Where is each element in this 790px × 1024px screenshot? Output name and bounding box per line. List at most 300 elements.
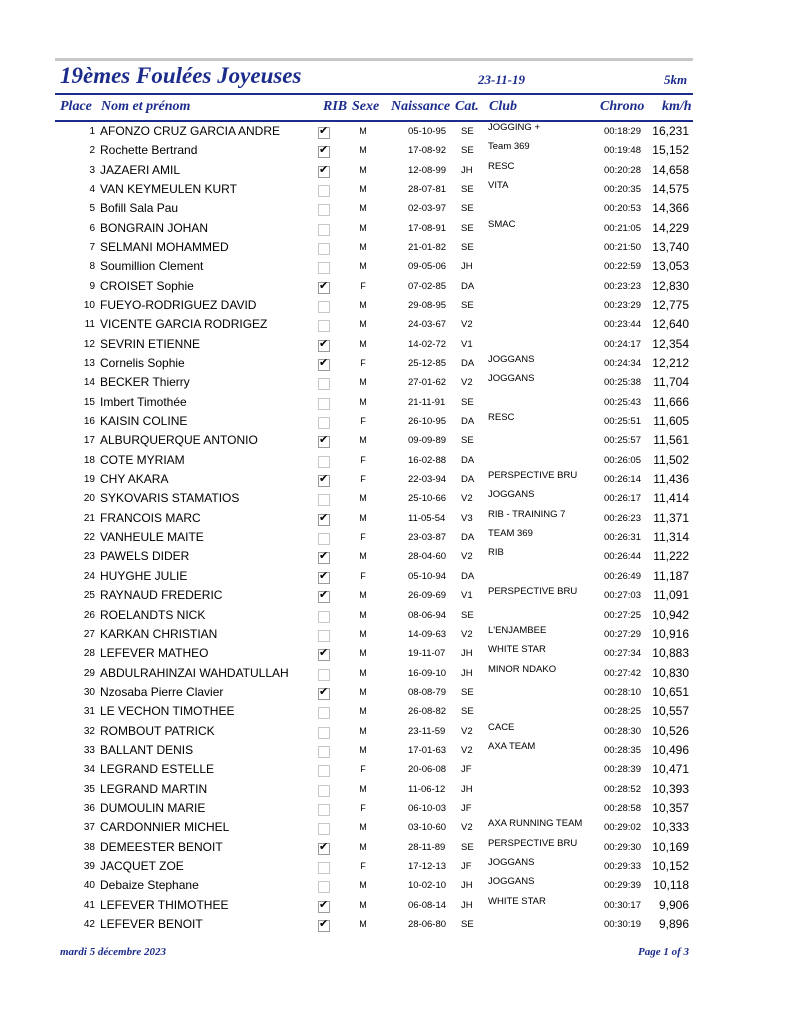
- row-sexe: F: [360, 454, 366, 465]
- row-birthdate: 11-05-54: [408, 512, 446, 524]
- row-speed: 11,561: [653, 433, 689, 448]
- rib-checkbox[interactable]: [318, 630, 330, 642]
- row-category: SE: [461, 918, 474, 930]
- row-sexe: M: [359, 648, 367, 659]
- rib-checkbox[interactable]: [318, 591, 330, 603]
- table-row: [0, 238, 790, 257]
- row-speed: 10,651: [652, 684, 689, 699]
- row-place: 37: [83, 822, 95, 834]
- row-place: 25: [83, 590, 95, 602]
- row-category: SE: [461, 686, 474, 698]
- table-row: [0, 315, 790, 334]
- rib-checkbox[interactable]: [318, 224, 330, 236]
- row-sexe: M: [359, 145, 367, 156]
- rib-checkbox[interactable]: [318, 862, 330, 874]
- row-chrono: 00:26:44: [604, 551, 641, 563]
- row-birthdate: 19-11-07: [408, 648, 446, 660]
- row-sexe: M: [359, 512, 367, 523]
- row-club: CACE: [488, 721, 515, 733]
- table-row: [0, 354, 790, 373]
- row-birthdate: 17-12-13: [408, 860, 447, 872]
- table-row: [0, 373, 790, 392]
- table-row: [0, 876, 790, 895]
- row-club: PERSPECTIVE BRU: [488, 837, 578, 849]
- row-chrono: 00:28:39: [604, 764, 641, 776]
- table-row: [0, 489, 790, 508]
- footer-date: mardi 5 décembre 2023: [60, 946, 167, 958]
- rib-checkbox[interactable]: [318, 727, 330, 739]
- row-sexe: M: [359, 300, 367, 311]
- row-birthdate: 05-10-95: [408, 126, 447, 137]
- row-category: V2: [461, 628, 473, 640]
- row-speed: 10,471: [652, 762, 689, 777]
- row-place: 31: [83, 706, 95, 718]
- row-chrono: 00:30:19: [604, 918, 641, 930]
- row-place: 32: [83, 725, 95, 737]
- row-chrono: 00:29:02: [604, 822, 641, 834]
- col-header-place: Place: [60, 99, 92, 114]
- row-speed: 10,942: [652, 607, 689, 622]
- row-chrono: 00:20:35: [604, 184, 641, 196]
- row-chrono: 00:23:29: [604, 300, 641, 312]
- rib-checkbox[interactable]: [318, 746, 330, 758]
- row-birthdate: 06-08-14: [408, 899, 447, 911]
- row-chrono: 00:28:25: [604, 706, 641, 718]
- row-category: V1: [461, 338, 473, 350]
- row-speed: 11,187: [653, 568, 689, 583]
- row-chrono: 00:22:59: [604, 261, 641, 273]
- row-name: VICENTE GARCIA RODRIGEZ: [100, 317, 268, 332]
- row-sexe: M: [359, 783, 367, 794]
- rib-checkbox[interactable]: [318, 127, 330, 139]
- row-place: 13: [83, 358, 95, 370]
- rib-checkbox[interactable]: [318, 901, 330, 913]
- rib-checkbox[interactable]: [318, 843, 330, 855]
- row-name: VAN KEYMEULEN KURT: [100, 182, 237, 197]
- row-speed: 10,152: [652, 858, 689, 873]
- rib-checkbox[interactable]: [318, 533, 330, 545]
- rib-checkbox[interactable]: [318, 649, 330, 661]
- row-category: JH: [461, 164, 473, 176]
- rib-checkbox[interactable]: [318, 611, 330, 623]
- row-name: LE VECHON TIMOTHEE: [100, 704, 235, 719]
- row-place: 27: [83, 628, 95, 640]
- row-speed: 10,496: [652, 742, 689, 757]
- row-place: 2: [89, 145, 95, 157]
- row-birthdate: 27-01-62: [408, 377, 447, 389]
- row-name: RAYNAUD FREDERIC: [100, 588, 223, 603]
- row-speed: 14,366: [652, 201, 689, 216]
- row-place: 33: [83, 744, 95, 756]
- race-date: 23-11-19: [478, 72, 525, 87]
- row-speed: 10,830: [652, 665, 689, 680]
- row-birthdate: 23-03-87: [408, 532, 447, 544]
- row-club: AXA RUNNING TEAM: [488, 818, 583, 830]
- row-club: VITA: [488, 180, 509, 192]
- table-row: [0, 586, 790, 605]
- race-distance: 5km: [664, 72, 688, 87]
- rib-checkbox[interactable]: [318, 243, 330, 255]
- row-place: 11: [84, 319, 95, 331]
- row-speed: 11,666: [653, 394, 689, 409]
- row-category: V2: [461, 822, 473, 834]
- row-speed: 10,118: [653, 878, 689, 893]
- table-row: [0, 470, 790, 489]
- rib-checkbox[interactable]: [318, 146, 330, 158]
- col-header-cat: Cat.: [455, 99, 479, 114]
- row-chrono: 00:30:17: [604, 899, 641, 911]
- row-speed: 11,414: [653, 491, 689, 506]
- row-speed: 11,704: [653, 375, 689, 390]
- row-category: SE: [461, 706, 474, 718]
- row-club: TEAM 369: [488, 528, 533, 540]
- row-club: PERSPECTIVE BRU: [488, 470, 578, 482]
- row-name: KARKAN CHRISTIAN: [100, 626, 218, 641]
- row-name: Nzosaba Pierre Clavier: [100, 684, 224, 699]
- row-speed: 11,605: [653, 414, 689, 429]
- table-row: [0, 760, 790, 779]
- row-birthdate: 14-09-63: [408, 628, 447, 640]
- row-club: PERSPECTIVE BRU: [488, 586, 578, 598]
- row-club: JOGGANS: [488, 373, 535, 385]
- row-place: 20: [83, 493, 95, 505]
- row-chrono: 00:25:38: [604, 377, 641, 389]
- row-name: Imbert Timothée: [100, 394, 187, 409]
- rib-checkbox[interactable]: [318, 262, 330, 274]
- row-sexe: M: [359, 338, 367, 349]
- row-place: 6: [89, 222, 95, 234]
- row-speed: 10,169: [652, 839, 689, 854]
- row-category: SE: [461, 300, 474, 312]
- row-speed: 10,557: [652, 704, 689, 719]
- row-name: CROISET Sophie: [100, 278, 194, 293]
- row-speed: 13,740: [652, 240, 689, 255]
- row-category: V2: [461, 551, 473, 563]
- row-category: SE: [461, 184, 474, 196]
- rib-checkbox[interactable]: [318, 920, 330, 932]
- rib-checkbox[interactable]: [318, 765, 330, 777]
- row-speed: 10,526: [652, 723, 689, 738]
- rib-checkbox[interactable]: [318, 475, 330, 487]
- row-speed: 11,314: [653, 530, 689, 545]
- rib-checkbox[interactable]: [318, 378, 330, 390]
- row-place: 4: [89, 184, 95, 196]
- row-place: 39: [83, 860, 95, 872]
- row-place: 29: [83, 667, 95, 679]
- row-speed: 14,575: [652, 182, 689, 197]
- table-row: [0, 528, 790, 547]
- row-name: Rochette Bertrand: [100, 143, 198, 158]
- table-row: [0, 199, 790, 218]
- row-birthdate: 25-10-66: [408, 493, 447, 505]
- top-rule: [55, 58, 693, 61]
- row-name: ABDULRAHINZAI WAHDATULLAH: [100, 665, 289, 680]
- table-row: [0, 412, 790, 431]
- row-sexe: M: [359, 686, 367, 697]
- row-speed: 11,436: [653, 472, 689, 487]
- row-name: ALBURQUERQUE ANTONIO: [100, 433, 258, 448]
- col-header-rib: RIB: [323, 99, 348, 114]
- row-name: LEFEVER THIMOTHEE: [100, 897, 229, 912]
- row-chrono: 00:23:44: [604, 319, 641, 331]
- rib-checkbox[interactable]: [318, 398, 330, 410]
- row-name: Debaize Stephane: [100, 878, 199, 893]
- row-category: V2: [461, 744, 473, 756]
- row-name: LEFEVER MATHEO: [100, 646, 209, 661]
- table-row: [0, 547, 790, 566]
- header-rule-top: [55, 93, 693, 95]
- row-place: 14: [83, 377, 95, 389]
- row-name: JACQUET ZOE: [100, 858, 184, 873]
- table-row: [0, 818, 790, 837]
- row-birthdate: 12-08-99: [408, 164, 447, 176]
- row-sexe: F: [360, 474, 366, 485]
- row-place: 7: [89, 242, 95, 254]
- row-chrono: 00:28:35: [604, 744, 641, 756]
- row-speed: 12,354: [652, 336, 689, 351]
- row-birthdate: 09-09-89: [408, 435, 447, 447]
- rib-checkbox[interactable]: [318, 688, 330, 700]
- row-sexe: M: [359, 706, 367, 717]
- row-sexe: F: [360, 358, 366, 369]
- row-speed: 10,883: [652, 646, 689, 661]
- row-birthdate: 28-06-80: [408, 918, 447, 930]
- col-header-sexe: Sexe: [352, 99, 380, 114]
- row-birthdate: 16-02-88: [408, 454, 447, 466]
- table-row: [0, 606, 790, 625]
- rib-checkbox[interactable]: [318, 166, 330, 178]
- rib-checkbox[interactable]: [318, 282, 330, 294]
- row-name: LEGRAND ESTELLE: [100, 762, 215, 777]
- row-sexe: F: [360, 570, 366, 581]
- row-sexe: M: [359, 222, 367, 233]
- rib-checkbox[interactable]: [318, 340, 330, 352]
- row-birthdate: 21-01-82: [408, 242, 447, 254]
- row-chrono: 00:19:48: [604, 145, 641, 157]
- table-row: [0, 431, 790, 450]
- row-category: V2: [461, 377, 473, 389]
- row-speed: 12,830: [652, 278, 689, 293]
- row-club: RIB - TRAINING 7: [488, 508, 566, 520]
- table-row: [0, 509, 790, 528]
- row-place: 22: [83, 532, 95, 544]
- row-name: Bofill Sala Pau: [100, 201, 179, 216]
- row-sexe: M: [359, 667, 367, 678]
- col-header-club: Club: [489, 99, 518, 114]
- row-birthdate: 17-08-91: [408, 222, 447, 234]
- row-name: BONGRAIN JOHAN: [100, 220, 209, 235]
- row-club: RESC: [488, 160, 515, 172]
- row-sexe: F: [360, 532, 366, 543]
- rib-checkbox[interactable]: [318, 572, 330, 584]
- row-sexe: M: [359, 242, 367, 253]
- col-header-naissance: Naissance: [391, 99, 451, 114]
- rib-checkbox[interactable]: [318, 494, 330, 506]
- row-chrono: 00:18:29: [604, 126, 641, 137]
- row-sexe: M: [359, 590, 367, 601]
- row-chrono: 00:29:33: [604, 860, 641, 872]
- row-category: V2: [461, 493, 473, 505]
- row-chrono: 00:28:52: [604, 783, 641, 795]
- row-birthdate: 28-11-89: [408, 841, 446, 853]
- table-row: [0, 722, 790, 741]
- row-speed: 11,502: [653, 452, 689, 467]
- row-birthdate: 17-08-92: [408, 145, 447, 157]
- row-chrono: 00:26:23: [604, 512, 641, 524]
- row-chrono: 00:29:39: [604, 880, 641, 892]
- row-speed: 10,916: [652, 626, 689, 641]
- row-sexe: M: [359, 319, 367, 330]
- row-name: Soumillion Clement: [100, 259, 204, 274]
- row-sexe: F: [360, 802, 366, 813]
- table-row: [0, 219, 790, 238]
- row-speed: 12,775: [652, 298, 689, 313]
- table-row: [0, 838, 790, 857]
- row-category: JH: [461, 899, 473, 911]
- row-birthdate: 20-06-08: [408, 764, 447, 776]
- row-place: 16: [83, 416, 95, 428]
- row-name: FUEYO-RODRIGUEZ DAVID: [100, 298, 257, 313]
- row-birthdate: 22-03-94: [408, 474, 447, 486]
- row-place: 28: [83, 648, 95, 660]
- rib-checkbox[interactable]: [318, 552, 330, 564]
- row-birthdate: 28-07-81: [408, 184, 447, 196]
- row-club: Team 369: [488, 141, 530, 153]
- row-category: DA: [461, 416, 475, 428]
- rib-checkbox[interactable]: [318, 823, 330, 835]
- row-speed: 16,231: [652, 124, 689, 138]
- row-category: JF: [461, 764, 472, 776]
- row-category: V1: [461, 590, 473, 602]
- rib-checkbox[interactable]: [318, 804, 330, 816]
- row-place: 19: [83, 474, 95, 486]
- rib-checkbox[interactable]: [318, 881, 330, 893]
- row-birthdate: 24-03-67: [408, 319, 447, 331]
- row-chrono: 00:27:03: [604, 590, 641, 602]
- table-row: [0, 644, 790, 663]
- row-birthdate: 26-09-69: [408, 590, 447, 602]
- rib-checkbox[interactable]: [318, 514, 330, 526]
- row-speed: 15,152: [652, 143, 689, 158]
- row-place: 30: [83, 686, 95, 698]
- row-category: JH: [461, 880, 473, 892]
- row-speed: 9,896: [658, 916, 689, 931]
- rib-checkbox[interactable]: [318, 320, 330, 332]
- row-club: L'ENJAMBEE: [488, 624, 547, 636]
- row-category: SE: [461, 203, 474, 215]
- row-sexe: M: [359, 493, 367, 504]
- row-speed: 11,091: [653, 588, 689, 603]
- row-sexe: F: [360, 280, 366, 291]
- rib-checkbox[interactable]: [318, 359, 330, 371]
- rib-checkbox[interactable]: [318, 185, 330, 197]
- row-speed: 10,393: [652, 781, 689, 796]
- row-category: SE: [461, 435, 474, 447]
- table-row: [0, 296, 790, 315]
- rib-checkbox[interactable]: [318, 707, 330, 719]
- row-sexe: M: [359, 628, 367, 639]
- row-name: KAISIN COLINE: [100, 414, 188, 429]
- table-row: [0, 567, 790, 586]
- table-row: [0, 741, 790, 760]
- row-chrono: 00:28:58: [604, 802, 641, 814]
- table-row: [0, 141, 790, 160]
- table-row: [0, 161, 790, 180]
- row-club: MINOR NDAKO: [488, 663, 557, 675]
- row-club: SMAC: [488, 218, 516, 230]
- row-birthdate: 05-10-94: [408, 570, 447, 582]
- rib-checkbox[interactable]: [318, 204, 330, 216]
- rib-checkbox[interactable]: [318, 456, 330, 468]
- row-place: 41: [83, 899, 95, 911]
- row-place: 17: [83, 435, 95, 447]
- row-place: 12: [83, 338, 95, 350]
- col-header-name: Nom et prénom: [101, 99, 191, 114]
- row-name: JAZAERI AMIL: [100, 162, 181, 177]
- rib-checkbox[interactable]: [318, 785, 330, 797]
- row-sexe: M: [359, 918, 367, 929]
- rib-checkbox[interactable]: [318, 417, 330, 429]
- row-name: AFONZO CRUZ GARCIA ANDRE: [100, 124, 281, 138]
- row-name: SEVRIN ETIENNE: [100, 336, 201, 351]
- row-place: 8: [89, 261, 95, 273]
- row-birthdate: 02-03-97: [408, 203, 447, 215]
- row-category: DA: [461, 454, 475, 466]
- row-name: ROELANDTS NICK: [100, 607, 206, 622]
- row-place: 21: [83, 512, 95, 524]
- race-title: 19èmes Foulées Joyeuses: [60, 63, 302, 88]
- table-row: [0, 277, 790, 296]
- row-category: SE: [461, 841, 474, 853]
- row-place: 26: [83, 609, 95, 621]
- row-place: 23: [83, 551, 95, 563]
- footer-page-number: Page 1 of 3: [638, 946, 690, 958]
- rib-checkbox[interactable]: [318, 301, 330, 313]
- row-club: WHITE STAR: [488, 895, 546, 907]
- row-sexe: F: [360, 764, 366, 775]
- row-speed: 14,229: [652, 220, 689, 235]
- rib-checkbox[interactable]: [318, 436, 330, 448]
- row-category: SE: [461, 145, 474, 157]
- table-row: [0, 625, 790, 644]
- row-category: JF: [461, 860, 472, 872]
- row-sexe: F: [360, 416, 366, 427]
- row-chrono: 00:28:30: [604, 725, 641, 737]
- rib-checkbox[interactable]: [318, 669, 330, 681]
- row-birthdate: 14-02-72: [408, 338, 447, 350]
- row-speed: 11,371: [653, 510, 689, 525]
- row-chrono: 00:20:28: [604, 164, 641, 176]
- row-chrono: 00:26:31: [604, 532, 641, 544]
- row-speed: 10,333: [652, 820, 689, 835]
- row-chrono: 00:27:25: [604, 609, 641, 621]
- row-sexe: M: [359, 126, 367, 136]
- row-chrono: 00:25:43: [604, 396, 641, 408]
- row-sexe: M: [359, 841, 367, 852]
- row-category: JH: [461, 648, 473, 660]
- table-row: [0, 335, 790, 354]
- row-club: RESC: [488, 412, 515, 424]
- row-category: DA: [461, 280, 475, 292]
- row-name: VANHEULE MAITE: [100, 530, 204, 545]
- row-club: JOGGANS: [488, 489, 535, 501]
- row-category: DA: [461, 570, 475, 582]
- row-sexe: F: [360, 860, 366, 871]
- row-category: DA: [461, 474, 475, 486]
- row-category: V3: [461, 512, 473, 524]
- row-chrono: 00:25:51: [604, 416, 641, 428]
- table-row: [0, 451, 790, 470]
